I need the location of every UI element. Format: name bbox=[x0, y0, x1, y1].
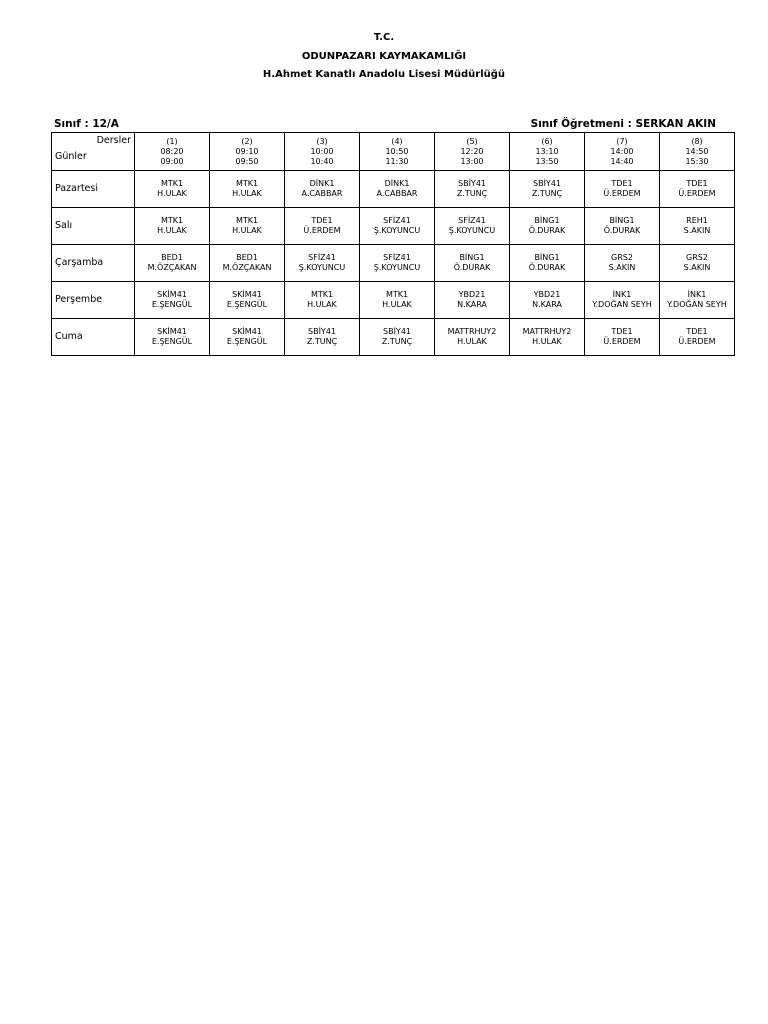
period-header-cell bbox=[660, 133, 735, 171]
day-row bbox=[52, 245, 735, 282]
lesson-cell bbox=[360, 245, 435, 282]
lesson-cell bbox=[360, 208, 435, 245]
lesson-course: TDE1 bbox=[686, 179, 708, 188]
lesson-cell bbox=[510, 282, 585, 319]
lesson-cell bbox=[210, 282, 285, 319]
lesson-teacher: S.AKIN bbox=[683, 226, 711, 235]
lesson-cell bbox=[585, 245, 660, 282]
header-line-school: H.Ahmet Kanatlı Anadolu Lisesi Müdürlüğü bbox=[262, 69, 506, 80]
period-end: 15:30 bbox=[685, 156, 709, 166]
lesson-teacher: H.ULAK bbox=[157, 226, 187, 235]
lesson-teacher: Z.TUNÇ bbox=[306, 337, 338, 346]
lesson-course: GRS2 bbox=[686, 253, 708, 262]
day-name: Perşembe bbox=[52, 282, 135, 319]
lesson-teacher: H.ULAK bbox=[532, 337, 562, 346]
period-end: 13:00 bbox=[460, 156, 484, 166]
period-start: 10:50 bbox=[385, 146, 409, 156]
lesson-teacher: Ş.KOYUNCU bbox=[373, 263, 421, 272]
lesson-cell bbox=[510, 245, 585, 282]
period-header-cell bbox=[510, 133, 585, 171]
lesson-course: GRS2 bbox=[611, 253, 633, 262]
period-num: (6) bbox=[541, 136, 553, 146]
lesson-teacher: Ş.KOYUNCU bbox=[298, 263, 346, 272]
lesson-course: DİNK1 bbox=[309, 179, 335, 188]
lesson-course: BİNG1 bbox=[534, 216, 560, 225]
lesson-course: MTK1 bbox=[385, 290, 409, 299]
lesson-course: MTK1 bbox=[310, 290, 334, 299]
lesson-teacher: H.ULAK bbox=[232, 226, 262, 235]
lesson-teacher: M.ÖZÇAKAN bbox=[147, 263, 197, 272]
lesson-cell bbox=[435, 171, 510, 208]
lesson-course: DİNK1 bbox=[384, 179, 410, 188]
lesson-cell bbox=[660, 245, 735, 282]
period-num: (1) bbox=[166, 136, 178, 146]
period-end: 09:00 bbox=[160, 156, 184, 166]
lesson-cell bbox=[135, 245, 210, 282]
lesson-teacher: Ö.DURAK bbox=[528, 263, 566, 272]
lesson-course: MTK1 bbox=[235, 216, 259, 225]
period-num: (3) bbox=[316, 136, 328, 146]
period-start: 10:00 bbox=[310, 146, 334, 156]
lesson-teacher: Ü.ERDEM bbox=[678, 337, 716, 346]
period-end: 10:40 bbox=[310, 156, 334, 166]
lesson-cell bbox=[285, 282, 360, 319]
lesson-course: MTK1 bbox=[160, 179, 184, 188]
lesson-teacher: Z.TUNÇ bbox=[381, 337, 413, 346]
lesson-cell bbox=[360, 319, 435, 356]
period-num: (8) bbox=[691, 136, 703, 146]
lesson-cell bbox=[585, 171, 660, 208]
schedule-table bbox=[51, 132, 735, 356]
period-start: 12:20 bbox=[460, 146, 484, 156]
period-num: (7) bbox=[616, 136, 628, 146]
lesson-cell bbox=[285, 171, 360, 208]
lesson-course: SKİM41 bbox=[157, 290, 187, 299]
lesson-cell bbox=[660, 282, 735, 319]
lesson-course: MATTRHUY2 bbox=[447, 327, 497, 336]
lesson-cell bbox=[285, 208, 360, 245]
class-label: Sınıf : 12/A bbox=[54, 118, 119, 130]
lesson-teacher: E.ŞENGÜL bbox=[151, 337, 193, 346]
day-row bbox=[52, 171, 735, 208]
lesson-course: TDE1 bbox=[611, 179, 633, 188]
period-start: 13:10 bbox=[535, 146, 559, 156]
lesson-course: BİNG1 bbox=[609, 216, 635, 225]
lesson-course: BİNG1 bbox=[534, 253, 560, 262]
lesson-course: SKİM41 bbox=[157, 327, 187, 336]
lesson-teacher: Ş.KOYUNCU bbox=[373, 226, 421, 235]
lesson-cell bbox=[135, 282, 210, 319]
lesson-cell bbox=[135, 319, 210, 356]
lesson-cell bbox=[210, 171, 285, 208]
lesson-teacher: M.ÖZÇAKAN bbox=[222, 263, 272, 272]
lesson-cell bbox=[285, 319, 360, 356]
lesson-course: MATTRHUY2 bbox=[522, 327, 572, 336]
lesson-teacher: Ü.ERDEM bbox=[603, 337, 641, 346]
lesson-course: SBİY41 bbox=[533, 179, 561, 188]
lesson-course: İNK1 bbox=[687, 290, 707, 299]
period-end: 14:40 bbox=[610, 156, 634, 166]
lesson-course: SFİZ41 bbox=[383, 216, 411, 225]
lesson-course: YBD21 bbox=[458, 290, 486, 299]
lesson-teacher: Ü.ERDEM bbox=[303, 226, 341, 235]
day-name: Pazartesi bbox=[52, 171, 135, 208]
lesson-course: SKİM41 bbox=[232, 327, 262, 336]
lesson-cell bbox=[510, 171, 585, 208]
lesson-course: BED1 bbox=[236, 253, 258, 262]
period-start: 14:00 bbox=[610, 146, 634, 156]
lesson-teacher: S.AKIN bbox=[683, 263, 711, 272]
class-teacher-label: Sınıf Öğretmeni : SERKAN AKIN bbox=[530, 118, 716, 130]
lesson-teacher: E.ŞENGÜL bbox=[226, 337, 268, 346]
corner-dersler-label: Dersler bbox=[96, 135, 131, 146]
period-num: (5) bbox=[466, 136, 478, 146]
lesson-cell bbox=[135, 171, 210, 208]
lesson-teacher: H.ULAK bbox=[307, 300, 337, 309]
lesson-course: TDE1 bbox=[611, 327, 633, 336]
lesson-course: İNK1 bbox=[612, 290, 632, 299]
lesson-course: SKİM41 bbox=[232, 290, 262, 299]
lesson-cell bbox=[210, 319, 285, 356]
lesson-teacher: Z.TUNÇ bbox=[456, 189, 488, 198]
lesson-cell bbox=[435, 208, 510, 245]
lesson-cell bbox=[360, 282, 435, 319]
period-header-cell bbox=[285, 133, 360, 171]
period-end: 11:30 bbox=[385, 156, 409, 166]
lesson-cell bbox=[585, 282, 660, 319]
lesson-teacher: Ö.DURAK bbox=[603, 226, 641, 235]
period-start: 09:10 bbox=[235, 146, 259, 156]
lesson-course: MTK1 bbox=[160, 216, 184, 225]
lesson-course: SFİZ41 bbox=[383, 253, 411, 262]
lesson-teacher: H.ULAK bbox=[232, 189, 262, 198]
period-start: 14:50 bbox=[685, 146, 709, 156]
lesson-teacher: E.ŞENGÜL bbox=[226, 300, 268, 309]
lesson-teacher: Ş.KOYUNCU bbox=[448, 226, 496, 235]
lesson-course: SBİY41 bbox=[383, 327, 411, 336]
lesson-course: SBİY41 bbox=[458, 179, 486, 188]
lesson-teacher: Y.DOĞAN SEYH bbox=[592, 300, 652, 309]
lesson-cell bbox=[660, 208, 735, 245]
lesson-teacher: H.ULAK bbox=[457, 337, 487, 346]
lesson-course: SFİZ41 bbox=[308, 253, 336, 262]
lesson-course: MTK1 bbox=[235, 179, 259, 188]
lesson-teacher: H.ULAK bbox=[157, 189, 187, 198]
lesson-cell bbox=[285, 245, 360, 282]
lesson-cell bbox=[135, 208, 210, 245]
lesson-cell bbox=[435, 319, 510, 356]
lesson-teacher: Ü.ERDEM bbox=[603, 189, 641, 198]
lesson-course: SBİY41 bbox=[308, 327, 336, 336]
lesson-cell bbox=[510, 319, 585, 356]
corner-gunler-label: Günler bbox=[55, 151, 87, 162]
lesson-cell bbox=[585, 319, 660, 356]
lesson-teacher: A.CABBAR bbox=[376, 189, 418, 198]
day-row bbox=[52, 208, 735, 245]
lesson-teacher: Ö.DURAK bbox=[528, 226, 566, 235]
lesson-cell bbox=[435, 282, 510, 319]
lesson-cell bbox=[660, 319, 735, 356]
period-end: 13:50 bbox=[535, 156, 559, 166]
lesson-course: YBD21 bbox=[533, 290, 561, 299]
header-line-tc: T.C. bbox=[373, 32, 395, 43]
lesson-cell bbox=[360, 171, 435, 208]
period-header-row bbox=[52, 133, 735, 171]
period-header-cell bbox=[210, 133, 285, 171]
lesson-course: TDE1 bbox=[311, 216, 333, 225]
header-line-district: ODUNPAZARI KAYMAKAMLIĞI bbox=[301, 51, 467, 62]
day-name: Çarşamba bbox=[52, 245, 135, 282]
lesson-teacher: S.AKIN bbox=[608, 263, 636, 272]
period-end: 09:50 bbox=[235, 156, 259, 166]
period-header-cell bbox=[585, 133, 660, 171]
lesson-course: SFİZ41 bbox=[458, 216, 486, 225]
corner-cell bbox=[52, 133, 135, 171]
lesson-teacher: Y.DOĞAN SEYH bbox=[667, 300, 727, 309]
day-name: Cuma bbox=[52, 319, 135, 356]
lesson-course: BİNG1 bbox=[459, 253, 485, 262]
lesson-cell bbox=[660, 171, 735, 208]
lesson-cell bbox=[510, 208, 585, 245]
lesson-teacher: N.KARA bbox=[457, 300, 487, 309]
lesson-cell bbox=[210, 245, 285, 282]
day-row bbox=[52, 282, 735, 319]
lesson-cell bbox=[585, 208, 660, 245]
period-header-cell bbox=[135, 133, 210, 171]
period-num: (4) bbox=[391, 136, 403, 146]
lesson-teacher: Ü.ERDEM bbox=[678, 189, 716, 198]
lesson-cell bbox=[210, 208, 285, 245]
lesson-course: REH1 bbox=[686, 216, 708, 225]
lesson-teacher: Ö.DURAK bbox=[453, 263, 491, 272]
lesson-teacher: A.CABBAR bbox=[301, 189, 343, 198]
period-num: (2) bbox=[241, 136, 253, 146]
lesson-course: TDE1 bbox=[686, 327, 708, 336]
day-name: Salı bbox=[52, 208, 135, 245]
day-row bbox=[52, 319, 735, 356]
lesson-teacher: E.ŞENGÜL bbox=[151, 300, 193, 309]
period-start: 08:20 bbox=[160, 146, 184, 156]
lesson-teacher: N.KARA bbox=[532, 300, 562, 309]
period-header-cell bbox=[435, 133, 510, 171]
lesson-teacher: H.ULAK bbox=[382, 300, 412, 309]
lesson-teacher: Z.TUNÇ bbox=[531, 189, 563, 198]
lesson-cell bbox=[435, 245, 510, 282]
lesson-course: BED1 bbox=[161, 253, 183, 262]
period-header-cell bbox=[360, 133, 435, 171]
